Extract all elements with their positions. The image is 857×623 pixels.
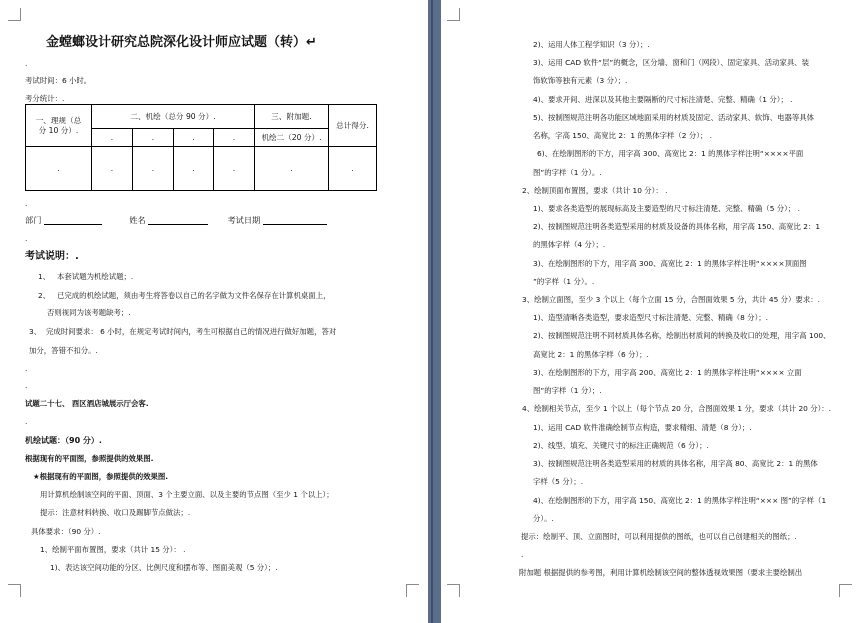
text-line: 饰软饰等独有元素（3 分）；. [533, 76, 628, 85]
score-table [25, 104, 377, 191]
plan-note-star: ★根据现有的平面图，参照提供的效果图. [33, 472, 169, 481]
score-header-extra: 三、附加题. [255, 105, 329, 129]
section-heading: 4、绘制相关节点，至少 1 个以上（每个节点 20 分，合图面效果 1 分，要求（共计 20 分）：. [522, 404, 832, 413]
date-field[interactable] [263, 216, 327, 225]
text-line: 名称，字高 150、高宽比 2：1 的黑体字样（2 分）； . [533, 131, 713, 140]
text-line: 1)、运用 CAD 软件准确绘制节点构造，要求精细、清楚（8 分）；. [533, 423, 752, 432]
date-label: 考试日期 [227, 215, 261, 225]
name-label: 姓名 [129, 215, 146, 225]
text-line: 分）。. [533, 514, 554, 523]
score-header-machine: 二、机绘（总分 90 分）. [92, 105, 255, 129]
candidate-fields [25, 216, 327, 225]
paragraph-mark: . [25, 59, 28, 68]
text-line: 2)、按制图规范注明各类造型采用的材质及设备的具体名称，用字高 150、高宽比 2：1 [533, 222, 821, 231]
document-title: 金螳螂设计研究总院深化设计师应试题（转）↵ [46, 35, 317, 50]
paragraph-mark: . [25, 199, 28, 208]
score-cell: . [133, 147, 174, 191]
extra-question: 附加题 根据提供的参考图，利用计算机绘制该空间的整体透视效果图（要求主要绘制出 [519, 568, 803, 577]
score-summary-label: 考分统计：. [25, 94, 65, 103]
instruction-3: 完成时间要求： 6 小时，在规定考试时间内，考生可根据自己的情况进行做好加题，答对 [46, 327, 337, 336]
score-cell: . [174, 147, 214, 191]
text-line: 图”的字样（1 分）；. [533, 386, 602, 395]
specific-requirements: 具体要求：（90 分）. [31, 527, 101, 536]
paragraph-mark: . [25, 381, 28, 390]
crop-mark [8, 8, 21, 21]
text-line: 1)、要求各类造型的展现标高及主要造型的尺寸标注清楚、完整、精确（5 分）； . [533, 204, 800, 213]
score-cell: . [329, 147, 377, 191]
section-heading: 2、绘制顶面布置图，要求（共计 10 分）： . [522, 186, 668, 195]
text-line: 1)、造型清晰各类造型，要求造型尺寸标注清楚、完整、精确（8 分）；. [533, 313, 769, 322]
crop-mark [447, 8, 460, 21]
crop-mark [839, 584, 852, 597]
text-line: 的黑体字样（4 分）；. [533, 240, 606, 249]
score-cell: . [26, 147, 92, 191]
crop-mark [406, 584, 419, 597]
score-cell: . [214, 129, 255, 147]
name-field[interactable] [148, 216, 208, 225]
paragraph-mark: . [25, 234, 28, 243]
hint-text: 提示：绘制平、顶、立面图时，可以利用提供的图纸，也可以自己创建相关的图纸；. [521, 532, 797, 541]
instruction-3-cont: 加分，答错不扣分。. [29, 346, 98, 355]
page-shadow [431, 0, 433, 623]
instruction-1: 本套试题为机绘试题；. [57, 272, 134, 281]
instruction-2-cont: 否则视同为该考题缺考；. [47, 308, 131, 317]
document-page-right [441, 0, 857, 623]
score-cell: . [214, 147, 255, 191]
plan-note: 根据现有的平面图，参照提供的效果图. [25, 454, 154, 463]
score-header-theory: 一、理规（总 分 10 分）. [26, 105, 92, 147]
text-line: 3)、在绘制图形的下方，用字高 300、高宽比 2：1 的黑体字样注明“××××顶面图 [533, 259, 807, 268]
text-line: 5)、按制图规范注明各功能区域地面采用的材质及固定、活动家具、软饰、电器等具体 [533, 113, 815, 122]
crop-mark [8, 584, 21, 597]
instruction-1-num: 1、 [38, 272, 51, 281]
department-field[interactable] [44, 216, 102, 225]
text-line: 3)、按制图规范注明各类造型采用的材质的具体名称，用字高 80、高宽比 2：1 的黑体 [533, 459, 818, 468]
instruction-2-num: 2、 [38, 291, 51, 300]
text-line: 4)、在绘制图形的下方，用字高 150、高宽比 2：1 的黑体字样注明“××× 图”的字样（1 [533, 496, 827, 505]
paragraph-mark: . [25, 364, 28, 373]
document-page-left [0, 0, 428, 623]
department-label: 部门 [25, 215, 42, 225]
task-description: 用计算机绘制该空间的平面、顶面、3 个主要立面、以及主要的节点图（至少 1 个以上）； [40, 490, 334, 499]
page-gap [428, 0, 441, 623]
text-line: 2)、运用人体工程学知识（3 分）；. [533, 40, 650, 49]
item-1-title: 1、绘制平面布置图，要求（共计 15 分）： . [40, 545, 186, 554]
hint-text: 提示：注意材料转换、收口及踢脚节点做法；. [40, 508, 191, 517]
text-line: 图”的字样（1 分）。. [533, 168, 602, 177]
score-subheader-extra: 机绘二（20 分）. [255, 129, 329, 147]
text-line: ”的字样（1 分）。. [533, 277, 595, 286]
paragraph-mark: . [521, 550, 524, 559]
exam-time: 考试时间：6 小时。 [25, 76, 92, 85]
text-line: 2)、线型、填充、关键尺寸的标注正确规范（6 分）；. [533, 441, 709, 450]
paragraph-mark: . [25, 417, 28, 426]
item-1-1: 1)、表达该空间功能的分区、比例尺度和摆布等、图面美观（5 分）；. [50, 563, 278, 572]
machine-exam-title: 机绘试题：（90 分）. [25, 436, 102, 445]
crop-mark [447, 584, 460, 597]
score-cell: . [92, 129, 133, 147]
text-line: 高宽比 2：1 的黑体字样（6 分）；. [533, 350, 649, 359]
text-line: 6)、在绘制图形的下方，用字高 300、高宽比 2：1 的黑体字样注明“××××平面 [537, 149, 804, 158]
text-line: 3)、运用 CAD 软件“层”的概念，区分墙、窗和门（网段）、固定家具、活动家具、装 [533, 58, 810, 67]
instructions-heading: 考试说明：. [25, 251, 79, 262]
instruction-3-num: 3、 [29, 327, 42, 336]
score-cell: . [174, 129, 214, 147]
instruction-2: 已完成的机绘试题，须由考生将答卷以自己的名字做为文件名保存在计算机桌面上， [57, 291, 331, 300]
section-heading: 3、绘制立面图，至少 3 个以上（每个立面 15 分，合图面效果 5 分，共计 45 分）要求：. [522, 295, 820, 304]
text-line: 2)、按制图规范注明不同材质具体名称，绘制出材质间的转换及收口的处理，用字高 100、 [533, 331, 831, 340]
score-cell: . [133, 129, 174, 147]
exam-item-title: 试题二十七、 酉区酒店城展示厅会客. [25, 399, 149, 408]
text-line: 3)、在绘制图形的下方，用字高 200、高宽比 2：1 的黑体字样注明“×××× 立面 [533, 368, 802, 377]
score-cell: . [92, 147, 133, 191]
score-cell: . [255, 147, 329, 191]
score-header-total: 总计得分. [329, 105, 377, 147]
text-line: 字样（5 分）；. [533, 477, 584, 486]
text-line: 4)、要求开间、进深以及其他主要隔断的尺寸标注清楚、完整、精确（1 分）； . [533, 95, 793, 104]
